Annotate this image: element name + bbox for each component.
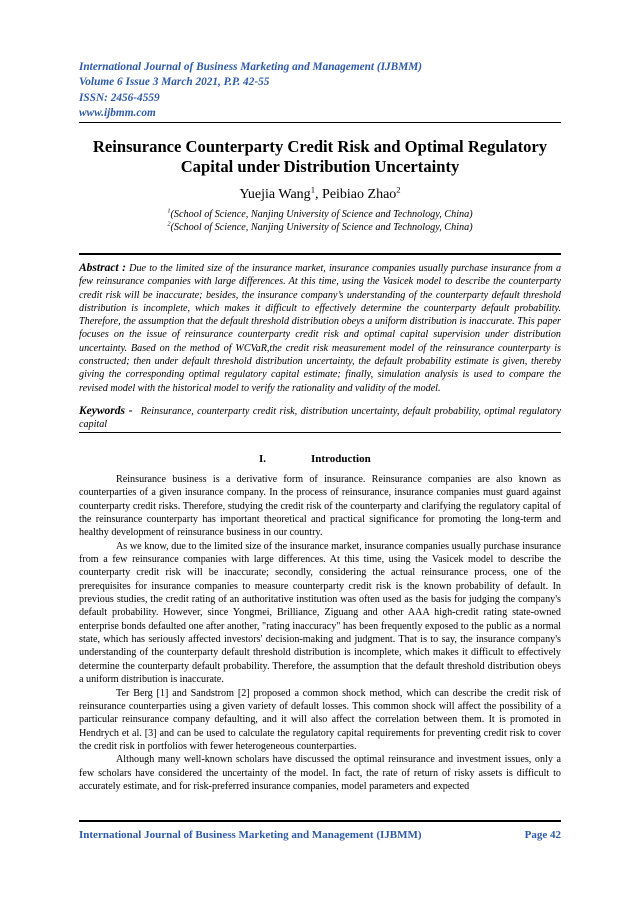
paragraph: As we know, due to the limited size of the insurance market, insurance companies usually purchase insurance from a few reinsurance companies with large differences. At this time, using the Vasicek model to describe the counterparty credit risk will be inaccurate; secondly, considering the actual reinsurance process, one of the prerequisites for insurance companies to measure counterparty credit risk is the known probability of default. In previous studies, the credit rating of an authoritative institution was often used as the basis for judging the company's default probability. However, since Yongmei, Brilliance, Ziguang and other AAA high-credit rating state-owned enterprise bonds defaulted one after another, "rating inaccuracy" has been frequently exposed to the public as a normal state, which has seriously affected investors' decision-making and judgment. That is to say, the insurance company's understanding of the counterparty default threshold distribution is incomplete, which makes it difficult to effectively determine the counterparty default probability. Therefore, the assumption that the default threshold distribution obeys a uniform distribution is inaccurate. [79,540,561,686]
footer-journal: International Journal of Business Marketing and Management (IJBMM) [79,829,422,841]
journal-url[interactable]: www.ijbmm.com [79,106,156,119]
abstract-text: Due to the limited size of the insurance market, insurance companies usually purchase insurance from a few reinsurance companies with large differences. At this time, using the Vasicek model to describe the counterparty credit risk will be inaccurate; besides, the insurance company’s understanding of the counterparty default threshold distribution is incomplete, which makes it difficult to effectively determine the counterparty default probability. Therefore, the assumption that the default threshold distribution obeys a uniform distribution is inaccurate. This paper focuses on the issue of reinsurance counterparty credit risk and optimal capital supervision under distribution uncertainty. Based on the method of WCVaR,the credit risk measurement model of the reinsurance counterparty is constructed; then under default threshold distribution uncertainty, the default probability estimate is given, thereby giving the corresponding optimal regulatory capital estimate; finally, simulation analysis is used to compare the revised model with the historical model to verify the rationality and validity of the model. [79,263,562,394]
author-list [79,186,561,204]
paragraph: Reinsurance business is a derivative form of insurance. Reinsurance companies are also known as counterparties of a given insurance company. In the process of reinsurance, insurance companies must guard against counterparty credit risks. Therefore, studying the credit risk of the counterparty and clarifying the regulatory capital of the reinsurance counterparty has important theoretical and practical significance for promoting the long-term and healthy development of reinsurance business in our country. [79,474,561,539]
affiliation-superscript: 2 [167,220,171,228]
section-title: Introduction [311,453,371,465]
paragraph: Ter Berg [1] and Sandstrom [2] proposed a common shock method, which can describe the credit risk of reinsurance counterparties using a given variety of default losses. This common shock will affect the possibility of a particular reinsurance company defaulting, and it will also affect the correlation between them. It is promoted in Hendrych et al. [3] and can be used to calculate the regulatory capital requirements for preventing credit risk to cover the credit risk in portfolios with fewer heterogeneous counterparties. [79,687,561,752]
keywords-label: Keywords - [79,405,133,417]
author-name: Yuejia Wang [239,187,311,202]
author-superscript: 1 [310,184,316,195]
keywords-bottom-rule [79,432,561,433]
abstract-label: Abstract : [79,262,126,274]
affiliation-superscript: 1 [167,207,171,215]
body-text [79,473,561,793]
header-rule [79,122,561,123]
journal-volume: Volume 6 Issue 3 March 2021, P.P. 42-55 [79,76,270,89]
affiliation [79,208,561,221]
author-superscript: 2 [396,184,401,195]
affiliation [79,221,561,234]
journal-issn: ISSN: 2456-4559 [79,91,160,104]
abstract [79,262,561,395]
author-separator: , [315,187,323,202]
keywords [79,405,561,432]
author-name: Peibiao Zhao [322,187,397,202]
keywords-text: Reinsurance, counterparty credit risk, distribution uncertainty, default probability, optimal regulatory capital [79,406,561,431]
paragraph: Although many well-known scholars have discussed the optimal reinsurance and investment issues, only a few scholars have considered the uncertainty of the model. In fact, the rate of return of risky assets is difficult to accurately estimate, and for risk-preferred insurance companies, model parameters and expected [79,754,561,792]
journal-header [79,60,561,121]
section-number: I. [259,453,267,465]
abstract-top-rule [79,253,561,255]
page-number: Page 42 [524,829,561,841]
journal-name: International Journal of Business Marketing and Management (IJBMM) [79,61,423,73]
paper-title: Reinsurance Counterparty Credit Risk and Optimal Regulatory Capital under Distribution Uncertainty [92,137,548,176]
affiliation-text: (School of Science, Nanjing University of Science and Technology, China) [170,209,473,220]
affiliation-text: (School of Science, Nanjing University of Science and Technology, China) [170,222,473,233]
footer-rule [79,820,561,822]
